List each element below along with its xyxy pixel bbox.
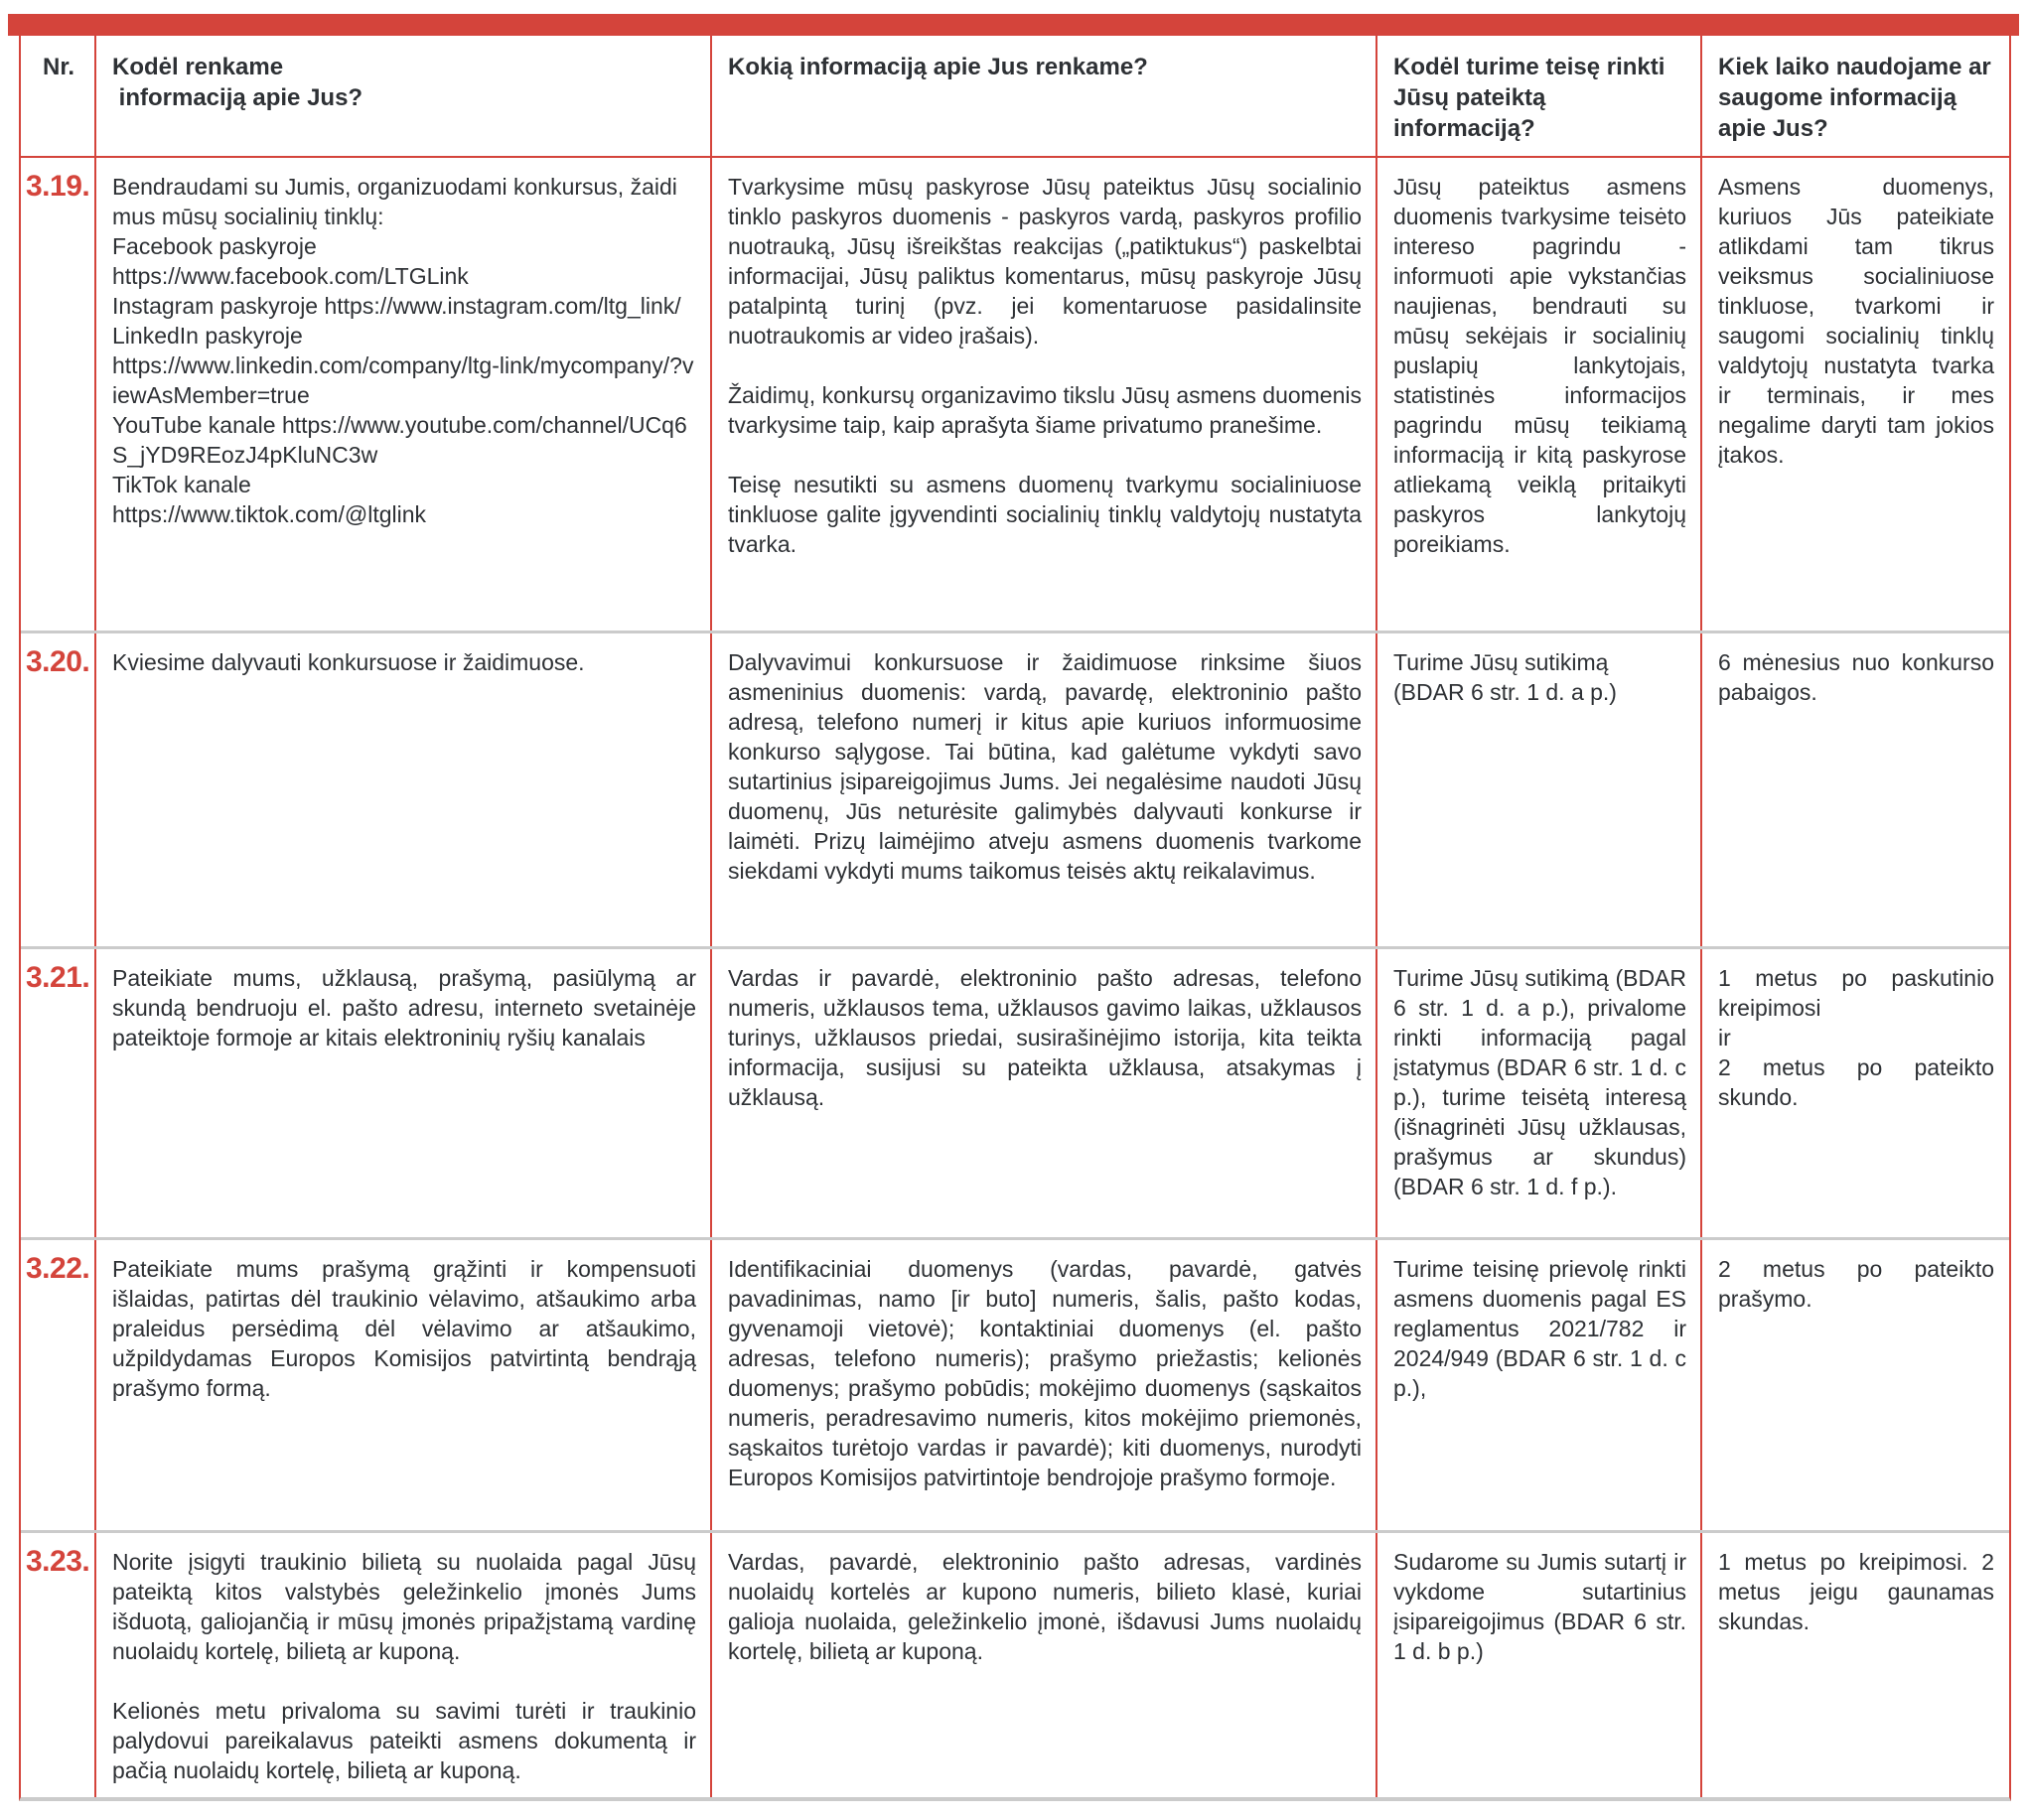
cell-what-info: Identifikaciniai duomenys (vardas, pavardė, gatvės pavadinimas, namo [ir buto] numeris, šalis, pašto kodas, gyvenamoji vietovė); kontaktiniai duomenys (el. pašto adresas, telefono numeris); prašymo priežastis; kelionės duomenys; prašymo pobūdis; mokėjimo duomenys (sąskaitos numeris, peradresavimo numeris, kitos mokėjimo priemonės, sąskaitos turėtojo vardas ir pavardė); kiti duomenys, nurodyti Europos Komisijos patvirtintoje bendrojoje prašymo formoje.	[712, 1240, 1377, 1530]
table-row-3-19	[21, 158, 2009, 630]
cell-legal-basis: Turime Jūsų sutikimą (BDAR 6 str. 1 d. a p.)	[1377, 633, 1702, 946]
cell-retention: 2 metus po pateikto prašymo.	[1718, 1256, 1994, 1312]
cell-why-collect: Kviesime dalyvauti konkursuose ir žaidimuose.	[96, 633, 712, 946]
cell-legal-basis: Jūsų pateiktus asmens duomenis tvarkysime teisėto intereso pagrindu - informuoti apie vykstančias naujienas, bendrauti su mūsų sekėjais ir socialinių puslapių lankytojais, statistinės informacijos pagrindu mūsų teikiamą informaciją ir kitą paskyrose atliekamą veiklą pritaikyti paskyros lankytojų poreikiams.	[1377, 158, 1702, 630]
header-why-collect: Kodėl renkame informaciją apie Jus?	[96, 36, 712, 156]
row-number: 3.23.	[21, 1533, 96, 1797]
cell-what-info: Dalyvavimui konkursuose ir žaidimuose rinksime šiuos asmeninius duomenis: vardą, pavardę, elektroninio pašto adresą, telefono numerį ir kitus apie kuriuos informuosime konkurso sąlygose. Tai būtina, kad galėtume vykdyti savo sutartinius įsipareigojimus Jums. Jei negalėsime naudoti Jūsų duomenų, Jūs neturėsite galimybės dalyvauti konkurse ir laimėti. Prizų laimėjimo atveju asmens duomenis tvarkome siekdami vykdyti mums taikomus teisės aktų reikalavimus.	[712, 633, 1377, 946]
header-retention: Kiek laiko naudojame ar saugome informaciją apie Jus?	[1718, 54, 1998, 142]
privacy-policy-table	[19, 36, 2011, 1801]
header-legal-basis: Kodėl turime teisę rinkti Jūsų pateiktą informaciją?	[1377, 36, 1702, 156]
cell-retention: Asmens duomenys, kuriuos Jūs pateikiate atlikdami tam tikrus veiksmus socialiniuose tinkluose, tvarkomi ir saugomi socialinių tinklų valdytojų nustatyta tvarka ir terminais, ir mes negalime daryti tam jokios įtakos.	[1718, 174, 1994, 468]
red-accent-bar	[8, 14, 2019, 36]
cell-what-info: Tvarkysime mūsų paskyrose Jūsų pateiktus Jūsų socialinio tinklo paskyros duomenis - paskyros vardą, paskyros profilio nuotrauką, Jūsų išreikštas reakcijas („patiktukus“) paskelbtai informacijai, Jūsų paliktus komentarus, mūsų paskyroje Jūsų patalpintą turinį (pvz. jei komentaruose pasidalinsite nuotraukomis ar video įrašais). Žaidimų, konkursų organizavimo tikslu Jūsų asmens duomenis tvarkysime taip, kaip aprašyta šiame privatumo pranešime. Teisę nesutikti su asmens duomenų tvarkymu socialiniuose tinkluose galite įgyvendinti socialinių tinklų valdytojų nustatyta tvarka.	[712, 158, 1377, 630]
header-what-info: Kokią informaciją apie Jus renkame?	[712, 36, 1377, 156]
cell-retention: 6 mėnesius nuo konkurso pabaigos.	[1718, 649, 1994, 705]
cell-legal-basis: Turime Jūsų sutikimą (BDAR 6 str. 1 d. a p.), privalome rinkti informaciją pagal įstatymus (BDAR 6 str. 1 d. c p.), turime teisėtą interesą (išnagrinėti Jūsų užklausas, prašymus ar skundus) (BDAR 6 str. 1 d. f p.).	[1377, 949, 1702, 1237]
table-row-3-22	[21, 1237, 2009, 1530]
cell-why-collect: Pateikiate mums prašymą grąžinti ir kompensuoti išlaidas, patirtas dėl traukinio vėlavimo, atšaukimo arba praleidus persėdimą dėl vėlavimo ar atšaukimo, užpildydamas Europos Komisijos patvirtintą bendrąją prašymo formą.	[96, 1240, 712, 1530]
cell-why-collect: Norite įsigyti traukinio bilietą su nuolaida pagal Jūsų pateiktą kitos valstybės geležinkelio įmonės Jums išduotą, galiojančią ir mūsų įmonės pripažįstamą vardinę nuolaidų kortelę, bilietą ar kuponą. Kelionės metu privaloma su savimi turėti ir traukinio palydovui pareikalavus pateikti asmens dokumentą ir pačią nuolaidų kortelę, bilietą ar kuponą.	[96, 1533, 712, 1797]
cell-what-info: Vardas ir pavardė, elektroninio pašto adresas, telefono numeris, užklausos tema, užklausos gavimo laikas, užklausos turinys, užklausos priedai, susirašinėjimo istorija, kita teikta informacija, susijusi su pateikta užklausa, atsakymas į užklausą.	[712, 949, 1377, 1237]
row-number: 3.19.	[21, 158, 96, 630]
table-header-row	[21, 36, 2009, 158]
cell-why-collect: Pateikiate mums, užklausą, prašymą, pasiūlymą ar skundą bendruoju el. pašto adresu, interneto svetainėje pateiktoje formoje ar kitais elektroninių ryšių kanalais	[96, 949, 712, 1237]
row-number: 3.20.	[21, 633, 96, 946]
cell-why-collect: Bendraudami su Jumis, organizuodami konkursus, žaidimus mūsų socialinių tinklų: Facebook paskyroje https://www.facebook.com/LTGLink Instagram paskyroje https://www.instagram.com/ltg_link/ LinkedIn paskyroje https://www.linkedin.com/company/ltg-link/mycompany/?viewAsMember=true YouTube kanale https://www.youtube.com/channel/UCq6S_jYD9REozJ4pKluNC3w TikTok kanale https://www.tiktok.com/@ltglink	[96, 158, 712, 630]
cell-legal-basis: Turime teisinę prievolę rinkti asmens duomenis pagal ES reglamentus 2021/782 ir 2024/949 (BDAR 6 str. 1 d. c p.),	[1377, 1240, 1702, 1530]
cell-what-info: Vardas, pavardė, elektroninio pašto adresas, vardinės nuolaidų kortelės ar kupono numeris, bilieto klasė, kuriai galioja nuolaida, geležinkelio įmonė, išdavusi Jums nuolaidų kortelę, bilietą ar kuponą.	[712, 1533, 1377, 1797]
cell-retention: 1 metus po kreipimosi. 2 metus jeigu gaunamas skundas.	[1718, 1549, 1994, 1634]
cell-legal-basis: Sudarome su Jumis sutartį ir vykdome sutartinius įsipareigojimus (BDAR 6 str. 1 d. b p.)	[1377, 1533, 1702, 1797]
row-number: 3.21.	[21, 949, 96, 1237]
row-number: 3.22.	[21, 1240, 96, 1530]
table-row-3-20	[21, 630, 2009, 946]
table-row-3-21	[21, 946, 2009, 1237]
cell-retention: 1 metus po paskutinio kreipimosi ir 2 metus po pateikto skundo.	[1718, 965, 1994, 1110]
table-row-3-23	[21, 1530, 2009, 1797]
header-nr: Nr.	[21, 36, 96, 156]
